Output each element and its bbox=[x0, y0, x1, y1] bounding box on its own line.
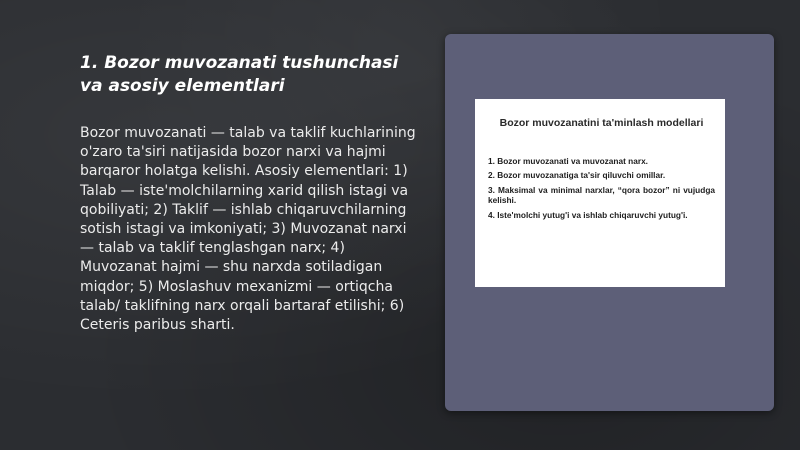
document-list-item: 3. Maksimal va minimal narxlar, “qora bozor” ni vujudga kelishi. bbox=[488, 184, 715, 206]
document-list-item: 2. Bozor muvozanatiga ta'sir qiluvchi omillar. bbox=[488, 170, 666, 181]
document-list-item: 4. Iste'molchi yutug'i va ishlab chiqaruvchi yutug'i. bbox=[488, 209, 688, 220]
slide-body-text: Bozor muvozanati — talab va taklif kuchlarining o'zaro ta'siri natijasida bozor narxi va hajmi barqaror holatga kelishi. Asosiy elementlari: 1) Talab — iste'molchilarning xarid qilish istagi va qobiliyati; 2) Taklif — ishlab chiqaruvchilarning sotish istagi va imkoniyati; 3) Muvozanat narxi — talab va taklif tenglashgan narx; 4) Muvozanat hajmi — shu narxda sotiladigan miqdor; 5) Moslashuv mexanizmi — ortiqcha talab/ taklifning narx orqali bartaraf etilishi; 6) Ceteris paribus sharti. bbox=[80, 125, 416, 334]
document-image bbox=[475, 99, 725, 287]
slide-heading: 1. Bozor muvozanati tushunchasi va asosiy elementlari bbox=[80, 53, 399, 96]
document-list-item: 1. Bozor muvozanati va muvozanat narx. bbox=[488, 156, 648, 166]
document-title: Bozor muvozanatini ta'minlash modellari bbox=[499, 117, 704, 129]
image-panel bbox=[445, 34, 774, 411]
document-list bbox=[488, 156, 715, 220]
